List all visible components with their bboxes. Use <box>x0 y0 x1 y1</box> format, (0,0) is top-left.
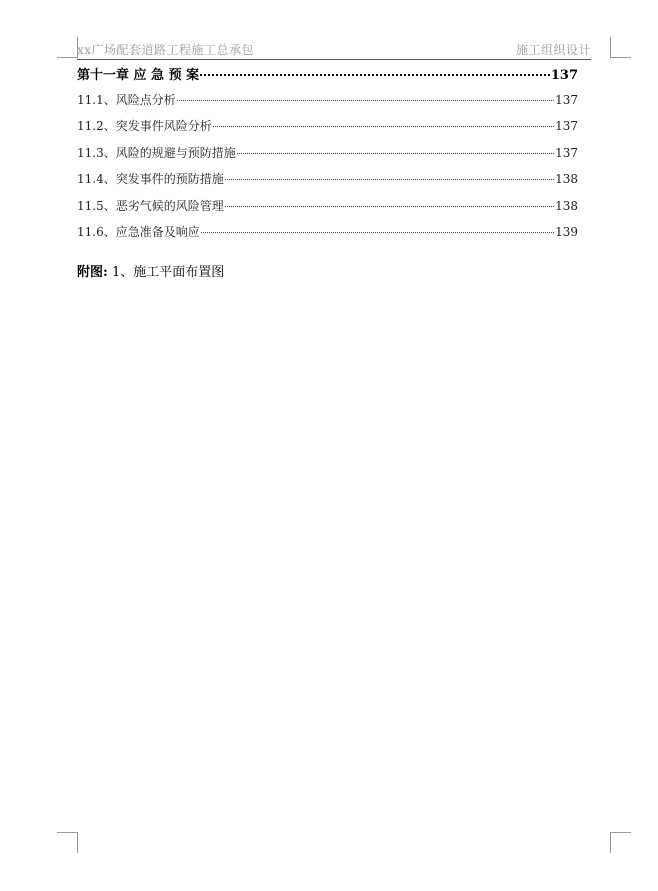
toc-leader-dots <box>201 232 554 233</box>
toc-entry-title: 11.2、突发事件风险分析 <box>77 119 212 133</box>
toc-entry-page: 137 <box>555 119 578 133</box>
toc-section-11-1[interactable] <box>77 91 578 118</box>
toc-entry-page: 138 <box>555 198 578 213</box>
toc-leader-dots <box>213 126 554 127</box>
toc-entry-title: 11.3、风险的规避与预防措施 <box>77 145 236 160</box>
header-project-title: xx广场配套道路工程施工总承包 <box>77 43 255 57</box>
toc-entry-title: 11.5、恶劣气候的风险管理 <box>77 198 224 213</box>
toc-entry-page: 138 <box>555 172 578 186</box>
crop-mark-top-right <box>610 37 631 58</box>
header-document-type: 施工组织设计 <box>515 43 591 57</box>
toc-leader-dots <box>237 153 554 154</box>
toc-leader-dots <box>177 100 554 101</box>
table-of-contents <box>77 64 578 250</box>
toc-entry-title: 11.6、应急准备及响应 <box>77 225 200 239</box>
toc-entry-title: 11.1、风险点分析 <box>77 92 176 107</box>
toc-entry-page: 137 <box>555 145 578 160</box>
toc-leader-dots <box>225 206 554 207</box>
crop-mark-bottom-right <box>610 832 631 853</box>
appendix-line <box>77 261 224 280</box>
toc-entry-title: 11.4、突发事件的预防措施 <box>77 172 224 186</box>
crop-mark-bottom-left <box>57 832 78 853</box>
crop-mark-top-left <box>57 37 78 58</box>
toc-entry-page: 137 <box>555 92 578 107</box>
toc-entry-title: 第十一章 应 急 预 案 <box>77 68 200 83</box>
toc-section-11-6[interactable] <box>77 223 578 250</box>
toc-entry-page: 139 <box>555 225 578 239</box>
toc-chapter-11[interactable] <box>77 64 578 91</box>
toc-leader-dots <box>200 74 550 76</box>
toc-section-11-3[interactable] <box>77 144 578 171</box>
appendix-item: 1、施工平面布置图 <box>111 265 225 280</box>
toc-section-11-4[interactable] <box>77 170 578 197</box>
toc-leader-dots <box>225 179 554 180</box>
toc-section-11-5[interactable] <box>77 197 578 224</box>
toc-entry-page: 137 <box>550 68 578 83</box>
toc-section-11-2[interactable] <box>77 117 578 144</box>
page-header <box>77 39 591 60</box>
appendix-label: 附图: <box>77 265 108 280</box>
